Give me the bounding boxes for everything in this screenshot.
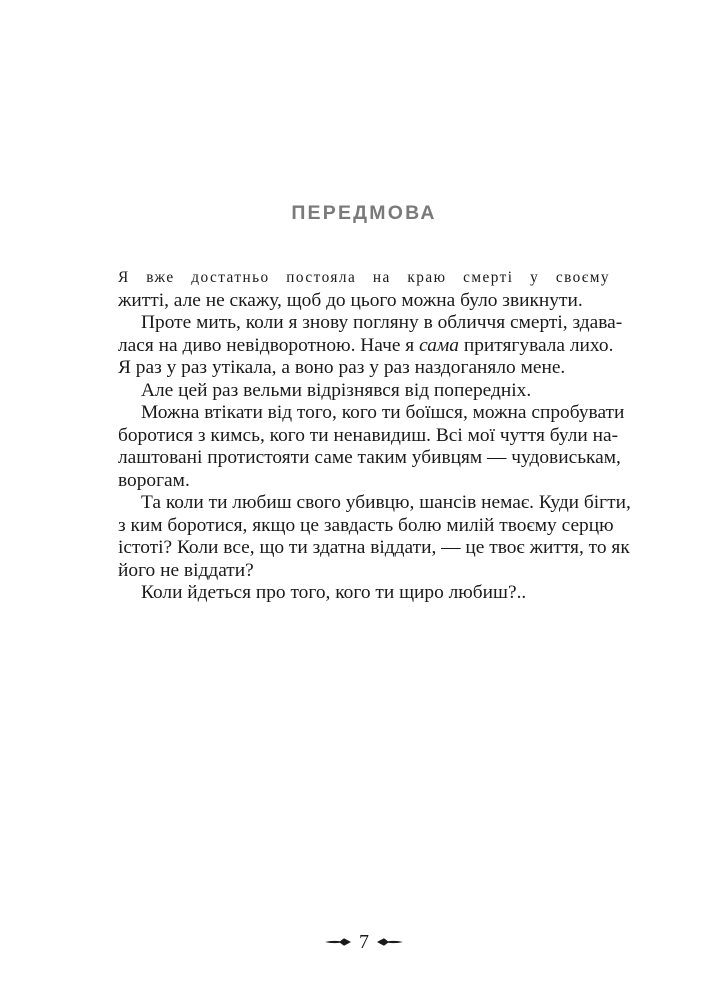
paragraph-3-line-1: Але цей раз вельми відрізнявся від попередніх. xyxy=(141,379,532,401)
paragraph-1-line-1: Я вже достатньо постояла на краю смерті у своєму xyxy=(118,269,610,286)
paragraph-2-line-2 xyxy=(118,334,614,358)
emphasis-word: сама xyxy=(419,334,459,356)
page-number: 7 xyxy=(359,931,369,954)
paragraph-4-line-3: лаштовані протистояти саме таким убивцям — чудовиськам, xyxy=(118,447,621,468)
paragraph-4-line-1: Можна втікати від того, кого ти боїшся, можна спробувати xyxy=(141,402,625,423)
preface-text xyxy=(118,267,631,605)
page-footer xyxy=(0,929,728,953)
ornament-left-icon xyxy=(324,937,352,947)
paragraph-1-line-2: житті, але не скажу, щоб до цього можна було звикнути. xyxy=(118,289,583,311)
paragraph-5-line-2: з ким боротися, якщо це завдасть болю милій твоєму серцю xyxy=(118,514,614,536)
paragraph-2-line-1: Проте мить, коли я знову погляну в обличчя смерті, здава- xyxy=(141,312,623,333)
paragraph-6-line-1: Коли йдеться про того, кого ти щиро любиш?.. xyxy=(141,582,527,603)
paragraph-2-line-2-start: лася на диво невідворотною. Наче я xyxy=(118,334,415,356)
paragraph-4-line-2: боротися з кимсь, кого ти ненавидиш. Всі мої чуття були на- xyxy=(118,424,619,446)
paragraph-5-line-3: істоті? Коли все, що ти здатна віддати, — це твоє життя, то як xyxy=(118,537,630,558)
paragraph-4-line-4: ворогам. xyxy=(118,469,190,491)
chapter-heading: ПЕРЕДМОВА xyxy=(291,202,437,224)
paragraph-5-line-4: його не віддати? xyxy=(118,559,254,581)
paragraph-5-line-1: Та коли ти любиш свого убивцю, шансів немає. Куди бігти, xyxy=(141,492,631,513)
ornament-right-icon xyxy=(376,937,404,947)
paragraph-2-line-2-end: притягувала лихо. xyxy=(463,334,614,356)
paragraph-2-line-3: Я раз у раз утікала, а воно раз у раз наздоганяло мене. xyxy=(118,357,566,378)
